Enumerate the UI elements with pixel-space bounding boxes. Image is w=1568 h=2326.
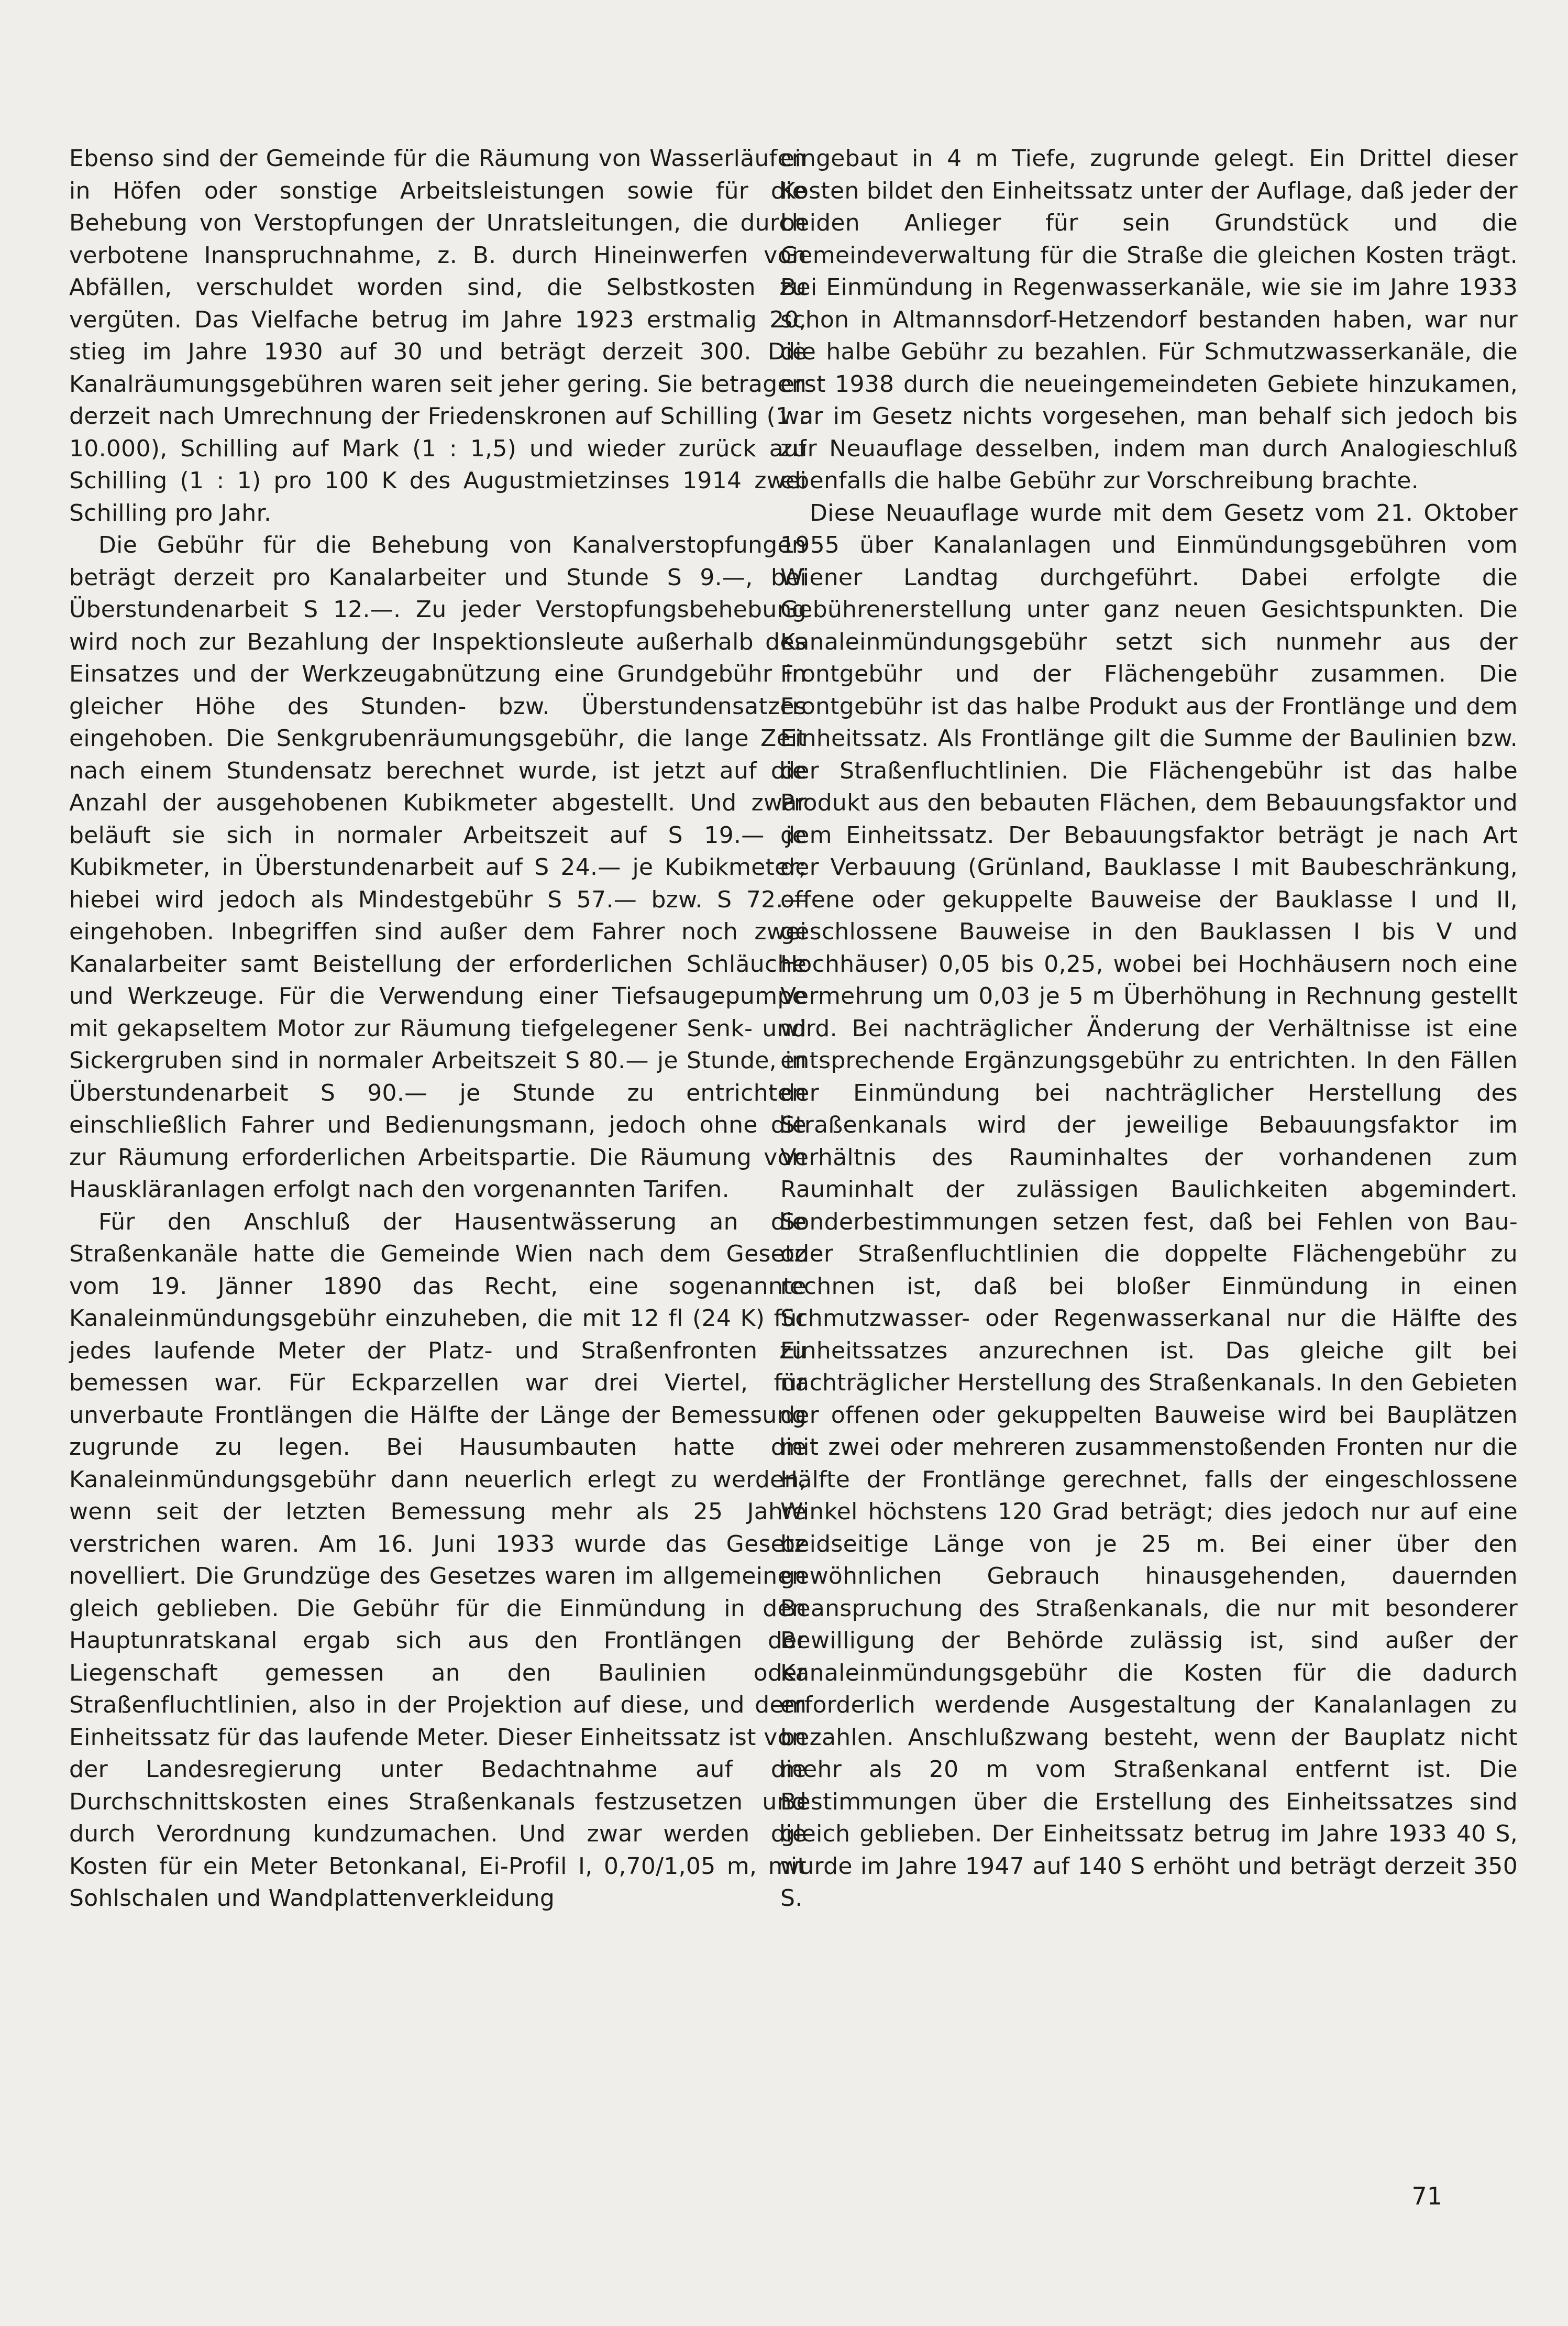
paragraph: Diese Neuauflage wurde mit dem Gesetz vom 21. Oktober 1955 über Kanalanlagen und Einmündungsgebühren vom Wiener Landtag durchgeführt. Dabei erfolgte die Gebührenerstellung unter ganz neuen Gesichtspunkten. Die Kanaleinmündungsgebühr setzt sich nunmehr aus der Frontgebühr und der Flächengebühr zusammen. Die Frontgebühr ist das halbe Produkt aus der Frontlänge und dem Einheitssatz. Als Frontlänge gilt die Summe der Baulinien bzw. der Straßenfluchtlinien. Die Flächengebühr ist das halbe Produkt aus den bebauten Flächen, dem Bebauungsfaktor und dem Einheitssatz. Der Bebauungsfaktor beträgt je nach Art der Verbauung (Grünland, Bauklasse I mit Baubeschränkung, offene oder gekuppelte Bauweise der Bauklasse I und II, geschlossene Bauweise in den Bauklassen I bis V und Hochhäuser) 0,05 bis 0,25, wobei bei Hochhäusern noch eine Vermehrung um 0,03 je 5 m Überhöhung in Rechnung gestellt wird. Bei nachträglicher Änderung der Verhältnisse ist eine entsprechende Ergänzungsgebühr zu entrichten. In den Fällen der Einmündung bei nachträglicher Herstellung des Straßenkanals wird der jeweilige Bebauungsfaktor im Verhältnis des Rauminhaltes der vorhandenen zum Rauminhalt der zulässigen Baulichkeiten abgemindert. Sonderbestimmungen setzen fest, daß bei Fehlen von Bau- oder Straßenfluchtlinien die doppelte Flächengebühr zu rechnen ist, daß bei bloßer Einmündung in einen Schmutzwasser- oder Regenwasserkanal nur die Hälfte des Einheitssatzes anzurechnen ist. Das gleiche gilt bei nachträglicher Herstellung des Straßenkanals. In den Gebieten der offenen oder gekuppelten Bauweise wird bei Bauplätzen mit zwei oder mehreren zusammenstoßenden Fronten nur die Hälfte der Frontlänge gerechnet, falls der eingeschlossene Winkel höchstens 120 Grad beträgt; dies jedoch nur auf eine beidseitige Länge von je 25 m. Bei einer über den gewöhnlichen Gebrauch hinausgehenden, dauernden Beanspruchung des Straßenkanals, die nur mit besonderer Bewilligung der Behörde zulässig ist, sind außer der Kanaleinmündungsgebühr die Kosten für die dadurch erforderlich werdende Ausgestaltung der Kanalanlagen zu bezahlen. Anschlußzwang besteht, wenn der Bauplatz nicht mehr als 20 m vom Straßenkanal entfernt ist. Die Bestimmungen über die Erstellung des Einheitssatzes sind gleich geblieben. Der Einheitssatz betrug im Jahre 1933 40 S, wurde im Jahre 1947 auf 140 S erhöht und beträgt derzeit 350 S. bbox=[780, 499, 1518, 1912]
paragraph: Ebenso sind der Gemeinde für die Räumung von Wasserläufen in Höfen oder sonstige Arbeitsleistungen sowie für die Behebung von Verstopfungen der Unratsleitungen, die durch verbotene Inanspruchnahme, z. B. durch Hineinwerfen von Abfällen, verschuldet worden sind, die Selbstkosten zu vergüten. Das Vielfache betrug im Jahre 1923 erstmalig 20, stieg im Jahre 1930 auf 30 und beträgt derzeit 300. Die Kanalräumungsgebühren waren seit jeher gering. Sie betragen derzeit nach Umrechnung der Friedenskronen auf Schilling (1 : 10.000), Schilling auf Mark (1 : 1,5) und wieder zurück auf Schilling (1 : 1) pro 100 K des Augustmietzinses 1914 zwei Schilling pro Jahr. bbox=[69, 145, 807, 526]
paragraph: Für den Anschluß der Hausentwässerung an die Straßenkanäle hatte die Gemeinde Wien nach dem Gesetz vom 19. Jänner 1890 das Recht, eine sogenannte Kanaleinmündungsgebühr einzuheben, die mit 12 fl (24 K) für jedes laufende Meter der Platz- und Straßenfronten zu bemessen war. Für Eckparzellen war drei Viertel, für unverbaute Frontlängen die Hälfte der Länge der Bemessung zugrunde zu legen. Bei Hausumbauten hatte die Kanaleinmündungsgebühr dann neuerlich erlegt zu werden, wenn seit der letzten Bemessung mehr als 25 Jahre verstrichen waren. Am 16. Juni 1933 wurde das Gesetz novelliert. Die Grundzüge des Gesetzes waren im allgemeinen gleich geblieben. Die Gebühr für die Einmündung in den Hauptunratskanal ergab sich aus den Frontlängen der Liegenschaft gemessen an den Baulinien oder Straßenfluchtlinien, also in der Projektion auf diese, und dem Einheitssatz für das laufende Meter. Dieser Einheitssatz ist von der Landesregierung unter Bedachtnahme auf die Durchschnittskosten eines Straßenkanals festzusetzen und durch Verordnung kundzumachen. Und zwar werden die Kosten für ein Meter Betonkanal, Ei-Profil I, 0,70/1,05 m, mit Sohlschalen und Wandplattenverkleidung bbox=[69, 1208, 807, 1912]
paragraph: Die Gebühr für die Behebung von Kanalverstopfungen beträgt derzeit pro Kanalarbeiter und Stunde S 9.—, bei Überstundenarbeit S 12.—. Zu jeder Verstopfungsbehebung wird noch zur Bezahlung der Inspektionsleute außerhalb des Einsatzes und der Werkzeugabnützung eine Grundgebühr in gleicher Höhe des Stunden- bzw. Überstundensatzes eingehoben. Die Senkgrubenräumungsgebühr, die lange Zeit nach einem Stundensatz berechnet wurde, ist jetzt auf die Anzahl der ausgehobenen Kubikmeter abgestellt. Und zwar beläuft sie sich in normaler Arbeitszeit auf S 19.— je Kubikmeter, in Überstundenarbeit auf S 24.— je Kubikmeter; hiebei wird jedoch als Mindestgebühr S 57.— bzw. S 72.— eingehoben. Inbegriffen sind außer dem Fahrer noch zwei Kanalarbeiter samt Beistellung der erforderlichen Schläuche und Werkzeuge. Für die Verwendung einer Tiefsaugepumpe mit gekapseltem Motor zur Räumung tiefgelegener Senk- und Sickergruben sind in normaler Arbeitszeit S 80.— je Stunde, in Überstundenarbeit S 90.— je Stunde zu entrichten einschließlich Fahrer und Bedienungsmann, jedoch ohne die zur Räumung erforderlichen Arbeitspartie. Die Räumung von Hauskläranlagen erfolgt nach den vorgenannten Tarifen. bbox=[69, 532, 807, 1203]
page-number: 71 bbox=[1411, 2182, 1442, 2210]
paragraph: eingebaut in 4 m Tiefe, zugrunde gelegt. Ein Drittel dieser Kosten bildet den Einheitssatz unter der Auflage, daß jeder der beiden Anlieger für sein Grundstück und die Gemeindeverwaltung für die Straße die gleichen Kosten trägt. Bei Einmündung in Regenwasserkanäle, wie sie im Jahre 1933 schon in Altmannsdorf-Hetzendorf bestanden haben, war nur die halbe Gebühr zu bezahlen. Für Schmutzwasserkanäle, die erst 1938 durch die neueingemeindeten Gebiete hinzukamen, war im Gesetz nichts vorgesehen, man behalf sich jedoch bis zur Neuauflage desselben, indem man durch Analogieschluß ebenfalls die halbe Gebühr zur Vorschreibung brachte. bbox=[780, 145, 1518, 494]
right-text-column bbox=[780, 142, 1518, 1915]
left-text-column bbox=[69, 142, 807, 1915]
